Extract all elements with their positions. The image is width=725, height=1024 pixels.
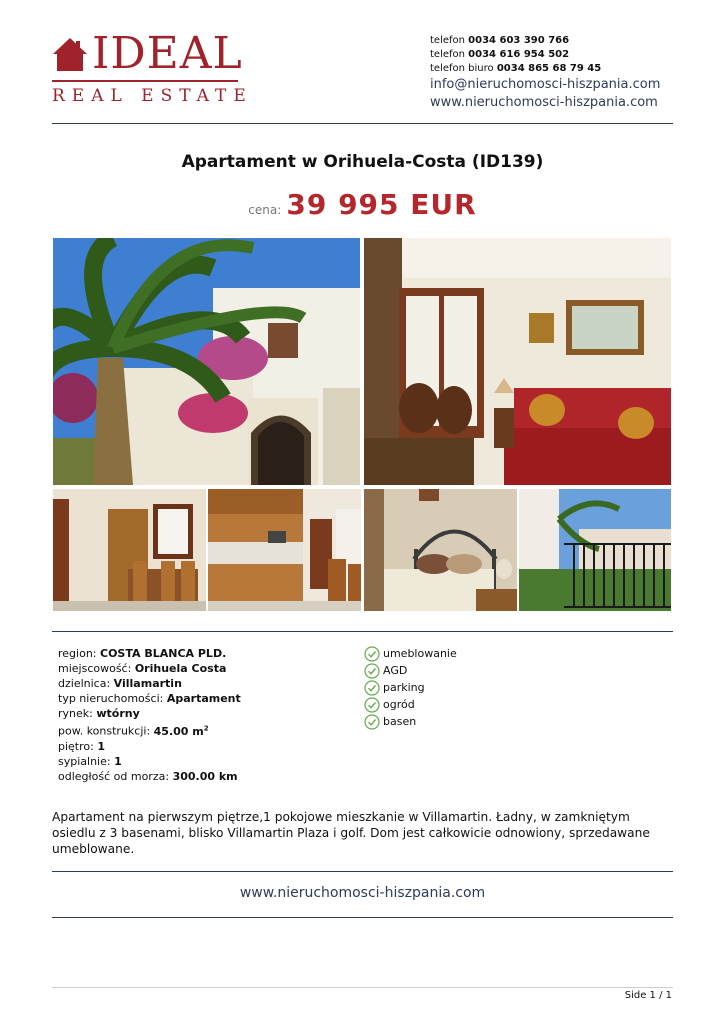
check-icon: [364, 680, 380, 696]
phone-label: telefon: [430, 35, 465, 46]
detail-value: COSTA BLANCA PLD.: [100, 647, 227, 660]
detail-value: Apartament: [166, 692, 241, 705]
kitchen-photo[interactable]: [208, 489, 361, 611]
detail-row: [58, 646, 241, 661]
detail-value: 45.00 $m^2$: [153, 724, 209, 738]
features-list: [364, 645, 457, 730]
detail-value: 300.00 km: [172, 769, 238, 783]
balcony-photo[interactable]: [519, 489, 671, 611]
phone-number[interactable]: 0034 865 68 79 45: [496, 63, 602, 74]
dining-room-photo[interactable]: [53, 489, 206, 611]
feature-label: basen: [383, 715, 417, 728]
description-divider: [52, 871, 673, 872]
logo-house-icon: [52, 36, 88, 72]
feature-item: [364, 696, 457, 713]
phone-line: [430, 62, 660, 76]
page-footer-line: [52, 987, 673, 988]
price-row: [0, 188, 725, 221]
feature-label: AGD: [383, 664, 408, 677]
detail-row: [58, 676, 241, 691]
phone-number[interactable]: 0034 616 954 502: [468, 49, 570, 60]
email-link[interactable]: info@nieruchomosci-hiszpania.com: [430, 77, 661, 92]
detail-value: 1: [114, 754, 122, 768]
logo-underline: [52, 80, 238, 82]
header-divider: [52, 123, 673, 124]
check-icon: [364, 663, 380, 679]
footer-website-link[interactable]: www.nieruchomosci-hiszpania.com: [239, 885, 486, 901]
footer-divider: [52, 917, 673, 918]
phone-line: [430, 48, 660, 62]
page-number: Side 1 / 1: [624, 990, 672, 1001]
detail-label: sypialnie:: [58, 754, 111, 768]
feature-item: [364, 679, 457, 696]
check-icon: [364, 646, 380, 662]
detail-row: [58, 769, 241, 784]
price-value: 39 995 EUR: [286, 188, 477, 221]
check-icon: [364, 697, 380, 713]
photos-divider: [52, 631, 673, 632]
logo-subtitle: REAL ESTATE: [52, 86, 253, 106]
detail-row: [58, 739, 241, 754]
detail-label: rynek:: [58, 707, 93, 720]
feature-label: ogród: [383, 698, 415, 711]
detail-label: pow. konstrukcji:: [58, 724, 151, 738]
price-label: cena:: [248, 203, 282, 217]
detail-value: Villamartin: [113, 677, 182, 690]
superscript: 2: [203, 724, 209, 732]
detail-label: region:: [58, 647, 97, 660]
detail-label: dzielnica:: [58, 677, 111, 690]
detail-label: piętro:: [58, 739, 94, 753]
phone-label: telefon biuro: [430, 63, 494, 74]
property-details: [58, 646, 241, 784]
feature-item: [364, 713, 457, 730]
feature-item: [364, 645, 457, 662]
exterior-photo[interactable]: [53, 238, 360, 485]
detail-row: [58, 754, 241, 769]
logo-text: IDEAL: [92, 28, 243, 79]
detail-value: 1: [97, 739, 105, 753]
contact-block: [430, 34, 660, 112]
detail-value: Orihuela Costa: [134, 662, 227, 675]
phone-label: telefon: [430, 49, 465, 60]
living-room-photo[interactable]: [364, 238, 671, 485]
feature-label: parking: [383, 681, 425, 694]
phone-line: [430, 34, 660, 48]
detail-value: wtórny: [96, 707, 140, 720]
phone-number[interactable]: 0034 603 390 766: [468, 35, 570, 46]
detail-row: [58, 721, 241, 739]
listing-title: Apartament w Orihuela-Costa (ID139): [181, 152, 544, 172]
detail-row: [58, 661, 241, 676]
listing-description: Apartament na pierwszym piętrze,1 pokojowe mieszkanie w Villamartin. Ładny, w zamkniętym osiedlu z 3 basenami, blisko Villamartin Plaza i golf. Dom jest całkowicie odnowiony, sprzedawane umeblowane.: [52, 810, 650, 856]
detail-label: typ nieruchomości:: [58, 692, 164, 705]
bedroom-photo[interactable]: [364, 489, 517, 611]
website-link[interactable]: www.nieruchomosci-hiszpania.com: [430, 95, 658, 110]
detail-row: [58, 691, 241, 706]
feature-label: umeblowanie: [383, 647, 457, 660]
detail-label: miejscowość:: [58, 662, 132, 675]
detail-label: odległość od morza:: [58, 769, 170, 783]
check-icon: [364, 714, 380, 730]
feature-item: [364, 662, 457, 679]
detail-row: [58, 706, 241, 721]
